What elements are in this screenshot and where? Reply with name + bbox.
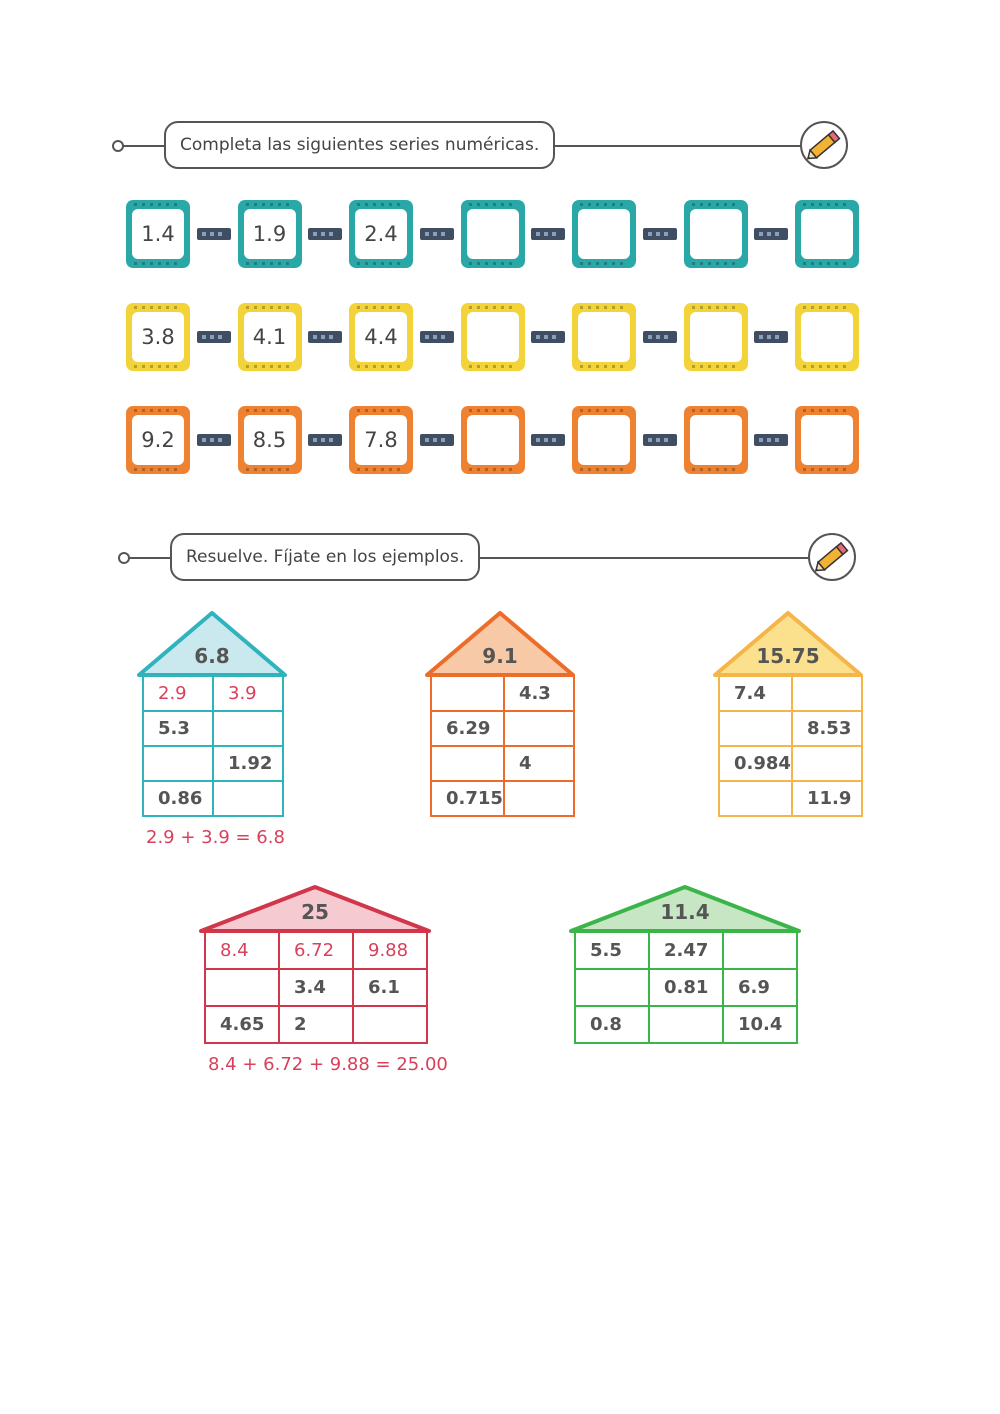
chain-link (643, 434, 677, 446)
series-value[interactable] (690, 312, 742, 362)
series-value[interactable] (801, 312, 853, 362)
series-value: 1.4 (132, 209, 184, 259)
series-value[interactable] (801, 415, 853, 465)
series-value[interactable] (467, 312, 519, 362)
house-grid-row (143, 746, 283, 781)
house-answer-cell[interactable] (431, 746, 504, 781)
house-cell: 6.1 (353, 969, 427, 1006)
house-grid-row (431, 711, 574, 746)
house-cell: 0.715 (431, 781, 504, 816)
house-answer-cell[interactable] (719, 781, 792, 816)
series-value[interactable] (578, 312, 630, 362)
series-value[interactable] (690, 209, 742, 259)
series-number-box (349, 303, 413, 371)
house-answer-cell[interactable] (504, 711, 574, 746)
section-title-houses: Resuelve. Fíjate en los ejemplos. (170, 533, 480, 581)
house-grid-row (575, 1006, 797, 1043)
series-value: 8.5 (244, 415, 296, 465)
series-value[interactable] (801, 209, 853, 259)
house-grid-row (143, 781, 283, 816)
chain-link (308, 228, 342, 240)
house-cell: 0.984 (719, 746, 792, 781)
chain-link (420, 331, 454, 343)
chain-link (420, 434, 454, 446)
series-number-box (126, 406, 190, 474)
chain-link (308, 434, 342, 446)
house-grid-row (719, 781, 862, 816)
house-cell: 5.3 (143, 711, 213, 746)
house-grid (204, 931, 428, 1044)
chain-link (531, 434, 565, 446)
series-number-box (238, 303, 302, 371)
house-target-number: 25 (301, 900, 329, 924)
house-cell: 4 (504, 746, 574, 781)
house-answer-cell[interactable] (649, 1006, 723, 1043)
house-grid-row (143, 676, 283, 711)
series-value: 1.9 (244, 209, 296, 259)
house-answer-cell[interactable] (792, 676, 862, 711)
house-cell: 8.4 (205, 932, 279, 969)
series-number-box (349, 406, 413, 474)
chain-link (531, 331, 565, 343)
house-cell: 9.88 (353, 932, 427, 969)
series-value[interactable] (467, 415, 519, 465)
house-cell: 3.9 (213, 676, 283, 711)
series-answer-box[interactable] (461, 303, 525, 371)
series-answer-box[interactable] (461, 406, 525, 474)
house-grid-row (719, 746, 862, 781)
house-answer-cell[interactable] (213, 711, 283, 746)
chain-link (754, 228, 788, 240)
series-answer-box[interactable] (795, 303, 859, 371)
house-grid-row (431, 781, 574, 816)
pencil-icon (800, 121, 848, 169)
house-cell: 6.9 (723, 969, 797, 1006)
house-cell: 8.53 (792, 711, 862, 746)
house-target-number: 11.4 (660, 900, 710, 924)
house-grid-row (575, 969, 797, 1006)
chain-link (197, 434, 231, 446)
house-answer-cell[interactable] (205, 969, 279, 1006)
series-value: 3.8 (132, 312, 184, 362)
chain-link (754, 331, 788, 343)
house-cell: 10.4 (723, 1006, 797, 1043)
series-value[interactable] (467, 209, 519, 259)
house-cell: 1.92 (213, 746, 283, 781)
house-answer-cell[interactable] (719, 711, 792, 746)
series-value: 4.1 (244, 312, 296, 362)
house-answer-cell[interactable] (213, 781, 283, 816)
house-cell: 2 (279, 1006, 353, 1043)
house-cell: 7.4 (719, 676, 792, 711)
house-answer-cell[interactable] (575, 969, 649, 1006)
house-grid-row (719, 711, 862, 746)
pencil-icon (808, 533, 856, 581)
series-number-box (238, 406, 302, 474)
house-grid-row (431, 676, 574, 711)
series-value[interactable] (578, 415, 630, 465)
house-answer-cell[interactable] (431, 676, 504, 711)
chain-link (197, 228, 231, 240)
chain-link (643, 228, 677, 240)
series-value: 2.4 (355, 209, 407, 259)
example-equation: 8.4 + 6.72 + 9.88 = 25.00 (208, 1054, 448, 1075)
series-number-box (238, 200, 302, 268)
house-cell: 0.86 (143, 781, 213, 816)
series-value: 4.4 (355, 312, 407, 362)
house-grid-row (431, 746, 574, 781)
house-answer-cell[interactable] (353, 1006, 427, 1043)
chain-link (420, 228, 454, 240)
house-cell: 2.47 (649, 932, 723, 969)
series-value[interactable] (690, 415, 742, 465)
house-answer-cell[interactable] (723, 932, 797, 969)
house-cell: 2.9 (143, 676, 213, 711)
series-answer-box[interactable] (684, 303, 748, 371)
section-header-series (112, 121, 852, 171)
house-target-number: 9.1 (482, 644, 518, 668)
house-grid-row (205, 969, 427, 1006)
house-target-number: 6.8 (194, 644, 230, 668)
series-answer-box[interactable] (572, 303, 636, 371)
chain-link (197, 331, 231, 343)
chain-link (308, 331, 342, 343)
series-answer-box[interactable] (572, 200, 636, 268)
house-cell: 11.9 (792, 781, 862, 816)
house-cell: 6.29 (431, 711, 504, 746)
chain-link (531, 228, 565, 240)
section-title-series: Completa las siguientes series numéricas. (164, 121, 555, 169)
house-target-number: 15.75 (756, 644, 820, 668)
house-grid (718, 675, 863, 817)
series-answer-box[interactable] (795, 200, 859, 268)
chain-link (643, 331, 677, 343)
example-equation: 2.9 + 3.9 = 6.8 (146, 827, 285, 848)
house-cell: 3.4 (279, 969, 353, 1006)
house-grid (574, 931, 798, 1044)
house-answer-cell[interactable] (504, 781, 574, 816)
house-grid (430, 675, 575, 817)
house-grid-row (575, 932, 797, 969)
series-number-box (126, 200, 190, 268)
house-grid-row (205, 932, 427, 969)
series-answer-box[interactable] (572, 406, 636, 474)
series-answer-box[interactable] (684, 406, 748, 474)
house-grid-row (143, 711, 283, 746)
house-cell: 4.3 (504, 676, 574, 711)
series-value[interactable] (578, 209, 630, 259)
number-series-row (126, 303, 866, 373)
series-answer-box[interactable] (684, 200, 748, 268)
series-value: 7.8 (355, 415, 407, 465)
series-answer-box[interactable] (461, 200, 525, 268)
number-series-row (126, 406, 866, 476)
house-grid-row (719, 676, 862, 711)
house-cell: 6.72 (279, 932, 353, 969)
house-cell: 0.8 (575, 1006, 649, 1043)
house-grid-row (205, 1006, 427, 1043)
house-cell: 4.65 (205, 1006, 279, 1043)
series-answer-box[interactable] (795, 406, 859, 474)
section-header-houses (118, 533, 866, 583)
series-number-box (349, 200, 413, 268)
series-value: 9.2 (132, 415, 184, 465)
house-cell: 5.5 (575, 932, 649, 969)
house-cell: 0.81 (649, 969, 723, 1006)
house-answer-cell[interactable] (792, 746, 862, 781)
number-series-row (126, 200, 866, 270)
house-grid (142, 675, 284, 817)
chain-link (754, 434, 788, 446)
house-answer-cell[interactable] (143, 746, 213, 781)
series-number-box (126, 303, 190, 371)
